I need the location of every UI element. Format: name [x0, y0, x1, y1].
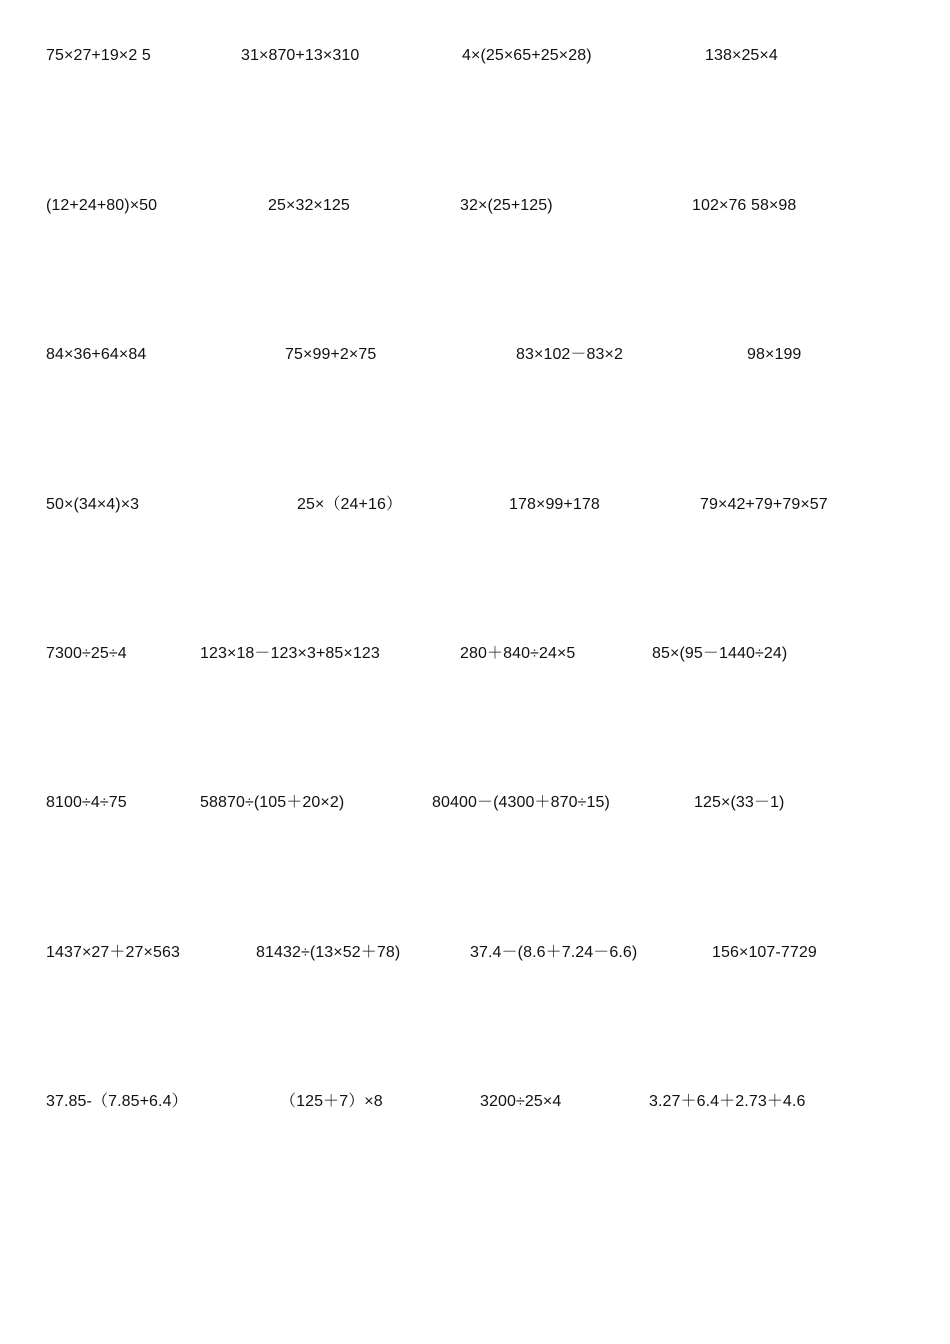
expression: 8100÷4÷75	[46, 794, 127, 811]
expression: 3.27＋6.4＋2.73＋4.6	[649, 1093, 806, 1110]
expression: 50×(34×4)×3	[46, 496, 140, 513]
expression: 37.4－(8.6＋7.24－6.6)	[470, 944, 638, 961]
expression: 123×18－123×3+85×123	[200, 645, 380, 662]
expression: 4×(25×65+25×28)	[462, 47, 592, 64]
expression: 83×102－83×2	[516, 346, 623, 363]
expression: 178×99+178	[509, 496, 600, 513]
expression: 58870÷(105＋20×2)	[200, 794, 345, 811]
expression: 85×(95－1440÷24)	[652, 645, 788, 662]
expression: 98×199	[747, 346, 802, 363]
expression: 156×107-7729	[712, 944, 817, 961]
expression: 80400－(4300＋870÷15)	[432, 794, 610, 811]
expression: 79×42+79+79×57	[700, 496, 828, 513]
expression: 102×76 58×98	[692, 197, 797, 214]
expression: 25×（24+16）	[297, 496, 403, 513]
expression: 125×(33－1)	[694, 794, 785, 811]
expression: 32×(25+125)	[460, 197, 553, 214]
expression: 75×99+2×75	[285, 346, 377, 363]
expression: 1437×27＋27×563	[46, 944, 180, 961]
expression: 138×25×4	[705, 47, 778, 64]
expression: 31×870+13×310	[241, 47, 360, 64]
expression: 3200÷25×4	[480, 1093, 562, 1110]
expression: (12+24+80)×50	[46, 197, 158, 214]
expression: 37.85-（7.85+6.4）	[46, 1093, 188, 1110]
expression: 7300÷25÷4	[46, 645, 127, 662]
expression: 280＋840÷24×5	[460, 645, 576, 662]
expression: 84×36+64×84	[46, 346, 147, 363]
expression: （125＋7）×8	[280, 1093, 383, 1110]
expression: 81432÷(13×52＋78)	[256, 944, 401, 961]
expression: 75×27+19×2 5	[46, 47, 151, 64]
expression: 25×32×125	[268, 197, 350, 214]
